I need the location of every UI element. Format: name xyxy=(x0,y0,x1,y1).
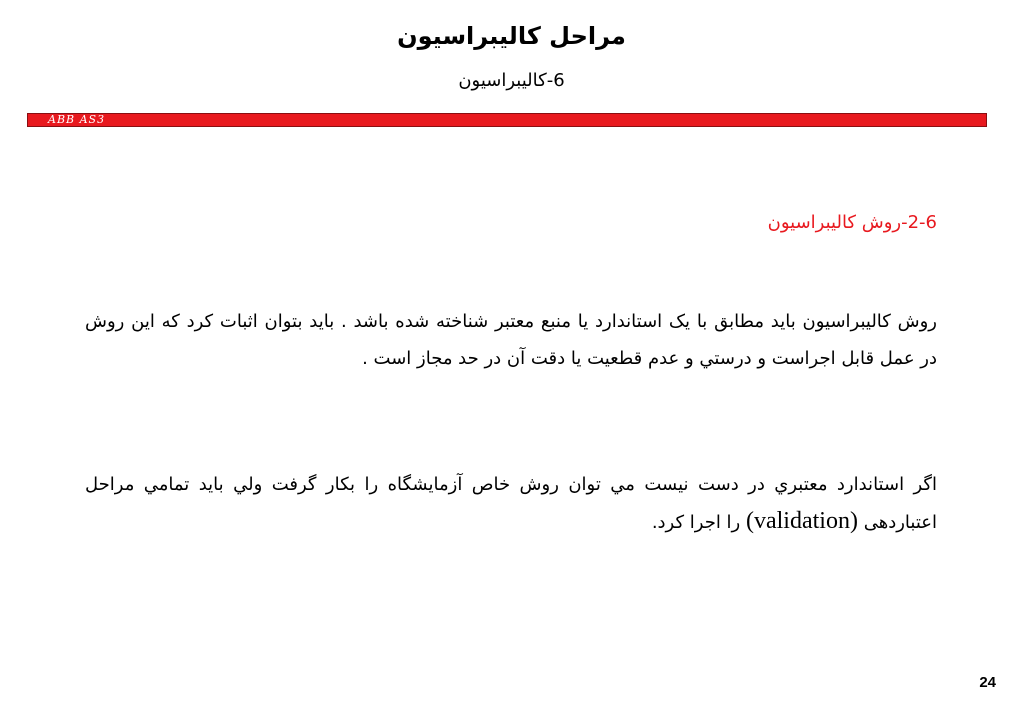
slide-subtitle: 6-کالیبراسیون xyxy=(458,70,565,91)
header-divider-bar xyxy=(27,113,987,127)
slide-title: مراحل کالیبراسیون xyxy=(397,22,626,50)
validation-term: (validation) xyxy=(745,508,858,534)
paragraph-validation xyxy=(85,466,937,541)
paragraph-validation-end: را اجرا کرد. xyxy=(651,512,741,533)
page-number: 24 xyxy=(979,674,996,691)
paragraph-method: روش کالیبراسیون باید مطابق با یک استاندارد یا منبع معتبر شناخته شده باشد . باید بتوان اثبات کرد که این روش در عمل قابل اجراست و درستي و عدم قطعیت یا دقت آن در حد مجاز است . xyxy=(85,311,937,369)
logo-text: ABB AS3 xyxy=(48,113,106,126)
section-heading: 2-6-روش کالیبراسیون xyxy=(767,212,937,233)
paragraph-validation-text: اگر استاندارد معتبري در دست نیست مي توان روش خاص آزمایشگاه را بکار گرفت ولي باید تمامي مراحل اعتباردهی xyxy=(85,474,937,533)
